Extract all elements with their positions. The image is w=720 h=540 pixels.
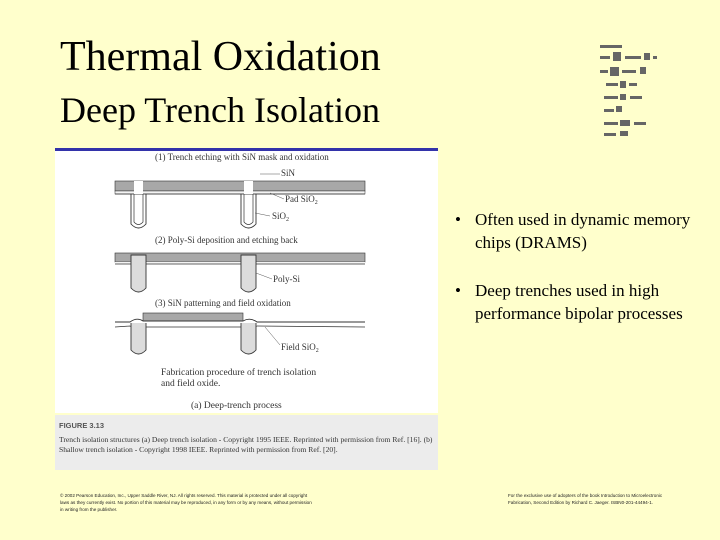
label-pad-sio2 — [285, 194, 318, 206]
label-sin: SiN — [281, 168, 296, 178]
figure-step-1: (1) Trench etching with SiN mask and oxidation — [155, 152, 329, 162]
bullet-list — [452, 208, 702, 350]
label-pad-sio2-sub: 2 — [314, 200, 318, 206]
part-a-label: (a) Deep-trench process — [191, 401, 282, 411]
label-pad-sio2-text: Pad SiO — [285, 194, 315, 204]
procedure-text-line-2: and field oxide. — [161, 379, 221, 389]
trench-process-figure — [55, 151, 438, 413]
step-3-structure — [115, 313, 365, 354]
bullet-item: • Often used in dynamic memory chips (DRAMS) — [452, 208, 702, 254]
label-sio2-text: SiO — [272, 211, 287, 221]
figure-caption: Trench isolation structures (a) Deep trench isolation - Copyright 1995 IEEE. Reprinted with permission from Ref. [16]. (b) Shallow trench isolation - Copyright 1998 IEEE. Reprinted with permission from Ref. [20]. — [59, 435, 433, 454]
slide-title: Thermal Oxidation — [60, 34, 381, 80]
step-1-structure — [115, 181, 365, 228]
procedure-text-line-1: Fabrication procedure of trench isolation — [161, 368, 317, 378]
equation-snippet-image — [598, 42, 660, 140]
label-sio2-sub: 2 — [286, 217, 290, 223]
label-poly-si: Poly-Si — [273, 274, 301, 284]
figure-step-3: (3) SiN patterning and field oxidation — [155, 298, 291, 308]
label-field-sio2 — [281, 342, 319, 354]
figure-caption-box — [55, 415, 438, 470]
label-field-sio2-sub: 2 — [315, 348, 319, 354]
bullet-item: • Deep trenches used in high performance bipolar processes — [452, 279, 702, 325]
step-2-structure — [115, 253, 365, 292]
label-sio2 — [272, 211, 289, 223]
book-usage-notice: For the exclusive use of adopters of the book Introduction to Microelectronic Fabrication, Second Edition by Richard C. Jaeger. ISBN0-201-44494-1. — [508, 493, 663, 505]
copyright-notice: © 2002 Pearson Education, Inc., Upper Saddle River, NJ. All rights reserved. This material is protected under all copyright laws as they currently exist. No portion of this material may be reproduced, in any form or by any means, without permission in writing from the publisher. — [60, 493, 312, 512]
figure-step-2: (2) Poly-Si deposition and etching back — [155, 235, 298, 245]
label-field-sio2-text: Field SiO — [281, 342, 316, 352]
slide-subtitle: Deep Trench Isolation — [60, 90, 380, 130]
figure-number: FIGURE 3.13 — [59, 421, 105, 430]
